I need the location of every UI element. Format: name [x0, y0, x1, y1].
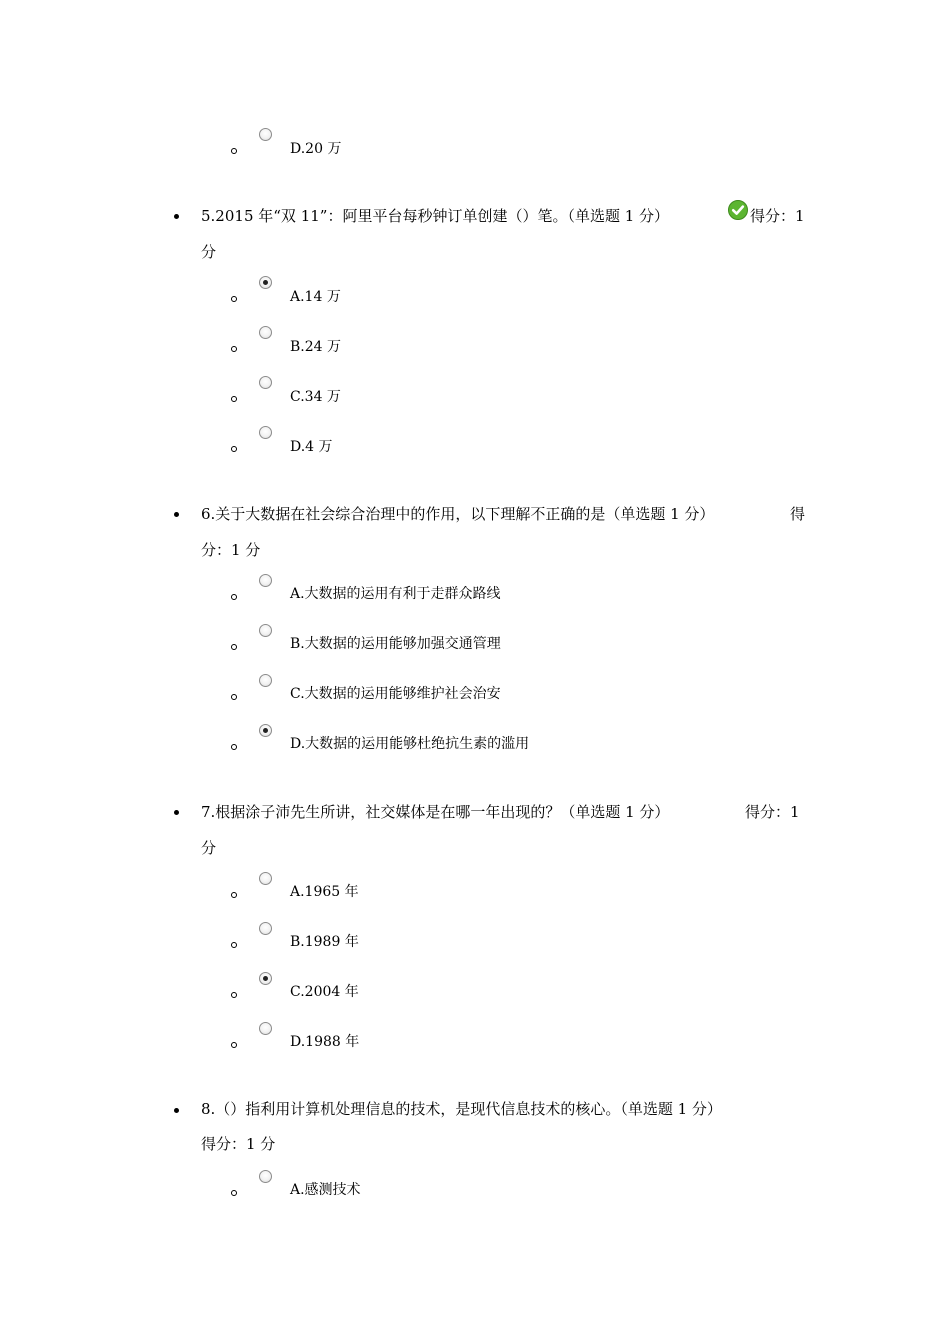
option-bullet	[231, 892, 237, 898]
option-label: D.4 万	[290, 439, 333, 455]
option-bullet	[231, 992, 237, 998]
question-text: 8.（）指利用计算机处理信息的技术，是现代信息技术的核心。（单选题 1 分）	[201, 1100, 722, 1118]
question-bullet	[174, 512, 179, 517]
option-label: D.大数据的运用能够杜绝抗生素的滥用	[290, 736, 530, 752]
radio-option-b[interactable]	[259, 624, 272, 637]
question-bullet	[174, 214, 179, 219]
score-value: 分：1 分	[201, 541, 261, 559]
radio-option-d[interactable]	[259, 426, 272, 439]
radio-option-d[interactable]	[259, 724, 272, 737]
option-bullet	[231, 1042, 237, 1048]
option-label: D.1988 年	[290, 1034, 360, 1050]
option-bullet	[231, 346, 237, 352]
option-label: A.1965 年	[290, 884, 359, 900]
option-label: B.大数据的运用能够加强交通管理	[290, 636, 501, 652]
option-bullet	[231, 1190, 237, 1196]
question-bullet	[174, 1108, 179, 1113]
score-label: 得分：1	[750, 207, 805, 225]
radio-option-c[interactable]	[259, 674, 272, 687]
radio-option-d[interactable]	[259, 128, 272, 141]
option-label: A.14 万	[290, 289, 341, 305]
radio-option-a[interactable]	[259, 872, 272, 885]
option-label: B.1989 年	[290, 934, 359, 950]
option-label: A.大数据的运用有利于走群众路线	[290, 586, 501, 602]
option-bullet	[231, 744, 237, 750]
option-bullet	[231, 942, 237, 948]
score-value: 分	[201, 243, 217, 261]
option-label: D.20 万	[290, 141, 342, 157]
score-value: 分	[201, 839, 217, 857]
question-text: 5.2015 年“双 11”：阿里平台每秒钟订单创建（）笔。（单选题 1 分）	[201, 207, 670, 225]
option-label: C.2004 年	[290, 984, 359, 1000]
score-value: 得分：1 分	[201, 1135, 276, 1153]
radio-option-c[interactable]	[259, 376, 272, 389]
option-label: B.24 万	[290, 339, 342, 355]
radio-option-b[interactable]	[259, 326, 272, 339]
radio-option-c[interactable]	[259, 972, 272, 985]
question-bullet	[174, 810, 179, 815]
option-bullet	[231, 296, 237, 302]
option-label: C.大数据的运用能够维护社会治安	[290, 686, 501, 702]
radio-option-a[interactable]	[259, 276, 272, 289]
option-bullet	[231, 396, 237, 402]
option-bullet	[231, 594, 237, 600]
question-text: 7.根据涂子沛先生所讲，社交媒体是在哪一年出现的？（单选题 1 分）	[201, 803, 670, 821]
radio-option-a[interactable]	[259, 1170, 272, 1183]
radio-option-b[interactable]	[259, 922, 272, 935]
option-bullet	[231, 694, 237, 700]
option-label: C.34 万	[290, 389, 341, 405]
option-label: A.感测技术	[290, 1182, 361, 1198]
check-circle-icon	[728, 200, 748, 220]
radio-option-d[interactable]	[259, 1022, 272, 1035]
option-bullet	[231, 446, 237, 452]
score-label: 得	[790, 505, 806, 523]
option-bullet	[231, 644, 237, 650]
radio-option-a[interactable]	[259, 574, 272, 587]
option-bullet	[231, 148, 237, 154]
question-text: 6.关于大数据在社会综合治理中的作用，以下理解不正确的是（单选题 1 分）	[201, 505, 715, 523]
score-label: 得分：1	[745, 803, 800, 821]
